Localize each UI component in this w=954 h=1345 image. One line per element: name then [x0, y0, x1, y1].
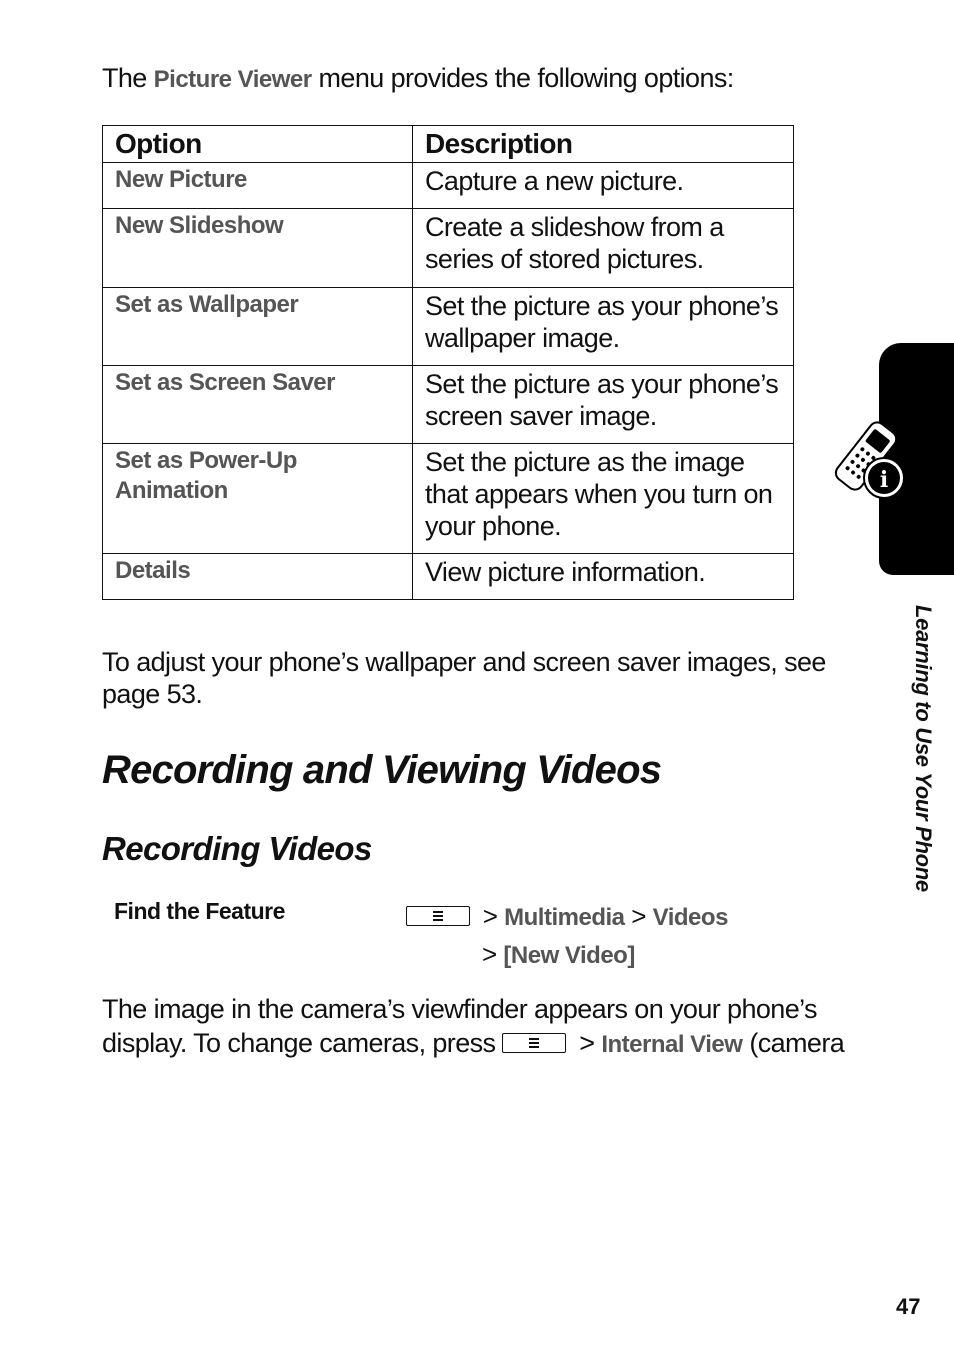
option-cell: Details	[103, 554, 413, 600]
path-step-new-video: [New Video]	[503, 942, 635, 969]
description-cell: Set the picture as your phone’s wallpaper image.	[413, 288, 794, 366]
table-row	[103, 288, 794, 366]
page-number: 47	[896, 1294, 921, 1319]
table-row	[103, 366, 794, 444]
path-step-multimedia: Multimedia	[504, 904, 625, 931]
intro-suffix: menu provides the following options:	[318, 63, 734, 93]
svg-text:i: i	[879, 467, 889, 493]
chapter-label: Learning to Use Your Phone	[911, 605, 936, 892]
find-feature-path	[406, 898, 806, 974]
table-row	[103, 554, 794, 600]
path-line-2	[406, 936, 806, 974]
viewfinder-text: The image in the camera’s viewfinder appears on your phone’s display. To change cameras, press	[102, 994, 817, 1058]
description-cell: Capture a new picture.	[413, 163, 794, 209]
option-cell: Set as Wallpaper	[103, 288, 413, 366]
intro-sentence	[102, 60, 842, 98]
find-feature-label: Find the Feature	[114, 898, 285, 924]
table-row	[103, 163, 794, 209]
subsection-title: Recording Videos	[102, 830, 372, 867]
phone-info-icon	[822, 418, 912, 504]
intro-prefix: The	[102, 63, 147, 93]
table-row	[103, 209, 794, 288]
table-row	[103, 444, 794, 554]
internal-view-term: Internal View	[601, 1031, 743, 1058]
path-separator: >	[631, 901, 646, 931]
viewfinder-paragraph	[102, 992, 852, 1062]
viewfinder-text-end: (camera	[749, 1028, 845, 1058]
description-cell: Create a slideshow from a series of stored pictures.	[413, 209, 794, 288]
adjust-note: To adjust your phone’s wallpaper and screen saver images, see page 53.	[102, 647, 826, 709]
column-header-option: Option	[103, 126, 413, 163]
section-title: Recording and Viewing Videos	[102, 748, 662, 792]
table-header-row	[103, 126, 794, 163]
path-step-videos: Videos	[652, 904, 728, 931]
option-cell: Set as Power-Up Animation	[103, 444, 413, 554]
description-cell: View picture information.	[413, 554, 794, 600]
path-separator: >	[482, 939, 497, 969]
column-header-description: Description	[413, 126, 794, 163]
menu-key-icon	[406, 906, 470, 926]
menu-key-icon	[502, 1033, 566, 1053]
option-cell: New Picture	[103, 163, 413, 209]
option-cell: Set as Screen Saver	[103, 366, 413, 444]
option-cell: New Slideshow	[103, 209, 413, 288]
options-table	[102, 125, 794, 600]
description-cell: Set the picture as your phone’s screen saver image.	[413, 366, 794, 444]
description-cell: Set the picture as the image that appears when you turn on your phone.	[413, 444, 794, 554]
picture-viewer-term: Picture Viewer	[153, 66, 312, 93]
path-separator: >	[579, 1028, 595, 1058]
path-separator: >	[482, 901, 498, 931]
